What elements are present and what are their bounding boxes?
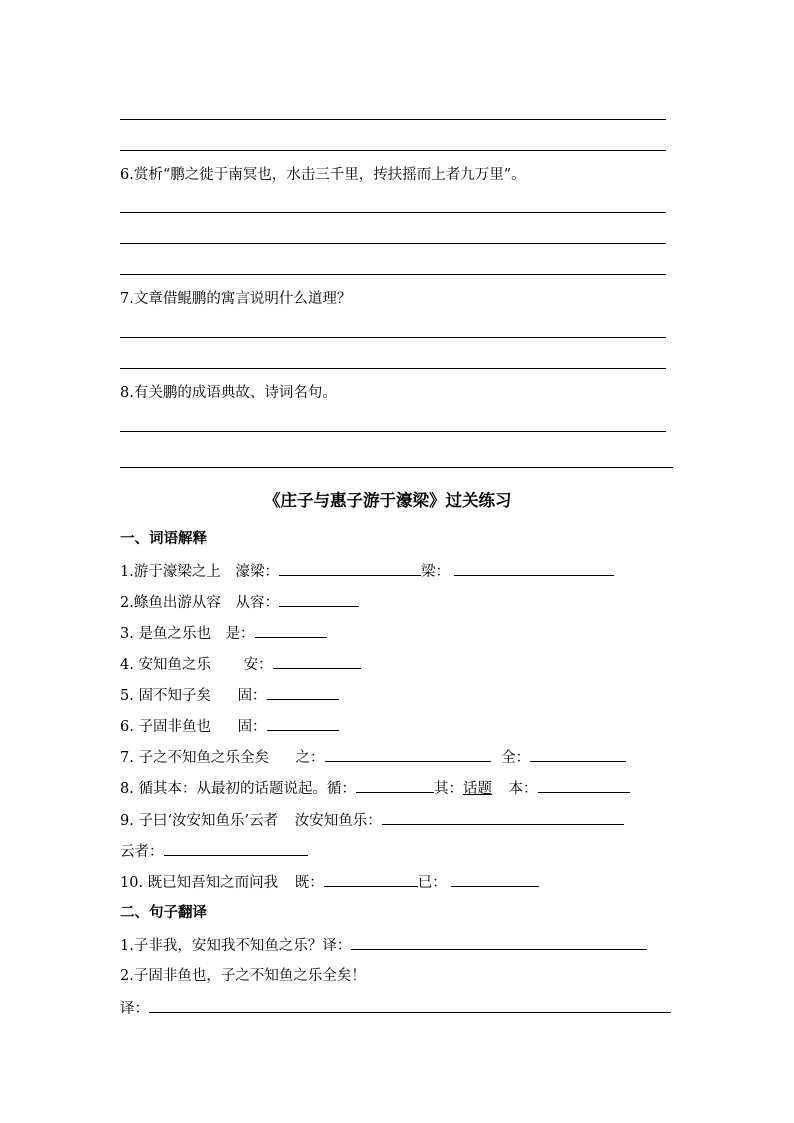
translation-label: 译： [120, 1001, 149, 1017]
answer-line [120, 150, 666, 151]
answer-line [120, 212, 666, 213]
question-6: 6.赏析“鹏之徙于南冥也，水击三千里，抟扶摇而上者九万里”。 [120, 167, 526, 183]
vocab-row-10 [120, 872, 539, 892]
section-heading-vocab: 一、词语解释 [120, 530, 207, 547]
answer-blank[interactable] [530, 747, 626, 762]
translation-item-2-answer [120, 998, 671, 1018]
vocab-word-label: 之： [295, 750, 325, 766]
answer-blank[interactable] [325, 747, 491, 762]
vocab-answer-given: 话题 [462, 781, 492, 797]
vocab-word-label: 从容： [235, 595, 279, 611]
vocab-item: 4. 安知鱼之乐 [120, 657, 211, 673]
translation-prompt: 1.子非我，安知我不知鱼之乐？译： [120, 938, 352, 954]
vocab-row-2 [120, 592, 359, 612]
vocab-word-label: 固： [237, 719, 267, 735]
answer-blank[interactable] [454, 561, 614, 576]
vocab-item: 3. 是鱼之乐也 [120, 626, 211, 642]
answer-blank[interactable] [267, 685, 339, 700]
answer-line [120, 119, 666, 120]
vocab-row-9 [120, 810, 624, 830]
answer-blank[interactable] [279, 592, 359, 607]
vocab-row-3 [120, 623, 327, 643]
vocab-word-label: 安： [243, 657, 273, 673]
answer-line [120, 368, 666, 369]
answer-blank[interactable] [255, 623, 327, 638]
vocab-row-6 [120, 716, 339, 736]
answer-line [120, 274, 666, 275]
answer-blank[interactable] [273, 654, 361, 669]
vocab-item: 5. 固不知子矣 [120, 688, 211, 704]
translation-item-1 [120, 935, 647, 955]
vocab-word-label: 其： [433, 781, 463, 797]
vocab-row-4 [120, 654, 361, 674]
vocab-word-label: 汝安知鱼乐： [294, 813, 382, 829]
question-8: 8.有关鹏的成语典故、诗词名句。 [120, 385, 337, 401]
vocab-word-label: 全： [501, 750, 531, 766]
vocab-row-5 [120, 685, 339, 705]
vocab-item: 6. 子固非鱼也 [120, 719, 211, 735]
vocab-word-label: 已： [417, 875, 447, 891]
worksheet-title: 《庄子与惠子游于濠梁》过关练习 [264, 491, 512, 510]
vocab-word-label: 本： [508, 781, 538, 797]
vocab-row-9-continued [120, 841, 308, 861]
answer-blank[interactable] [279, 561, 421, 576]
answer-line [120, 431, 666, 432]
answer-blank[interactable] [164, 841, 308, 856]
vocab-word-label: 梁： [420, 564, 450, 580]
answer-blank[interactable] [451, 872, 539, 887]
answer-blank[interactable] [149, 998, 671, 1013]
answer-blank[interactable] [356, 778, 434, 793]
vocab-row-7 [120, 747, 626, 767]
answer-blank[interactable] [324, 872, 418, 887]
vocab-row-8 [120, 778, 630, 798]
vocab-word-label: 云者： [120, 844, 164, 860]
vocab-item: 1.游于濠梁之上 [120, 564, 221, 580]
vocab-word-label: 濠梁： [235, 564, 279, 580]
vocab-word-label: 既： [294, 875, 324, 891]
vocab-word-label: 是： [225, 626, 255, 642]
vocab-item: 7. 子之不知鱼之乐全矣 [120, 750, 269, 766]
question-7: 7.文章借鲲鹏的寓言说明什么道理？ [120, 291, 352, 307]
section-heading-translation: 二、句子翻译 [120, 904, 207, 921]
vocab-word-label: 固： [237, 688, 267, 704]
vocab-item: 9. 子曰‘汝安知鱼乐’云者 [120, 813, 279, 829]
vocab-item: 8. 循其本：从最初的话题说起。循： [120, 781, 356, 797]
answer-line [120, 243, 666, 244]
vocab-item: 2.鲦鱼出游从容 [120, 595, 221, 611]
answer-line [120, 337, 666, 338]
answer-blank[interactable] [538, 778, 630, 793]
answer-blank[interactable] [382, 810, 624, 825]
vocab-row-1 [120, 561, 614, 581]
answer-blank[interactable] [351, 935, 647, 950]
answer-line [120, 467, 673, 468]
answer-blank[interactable] [267, 716, 339, 731]
vocab-item: 10. 既已知吾知之而问我 [120, 875, 279, 891]
translation-item-2: 2.子固非鱼也，子之不知鱼之乐全矣！ [120, 968, 366, 984]
